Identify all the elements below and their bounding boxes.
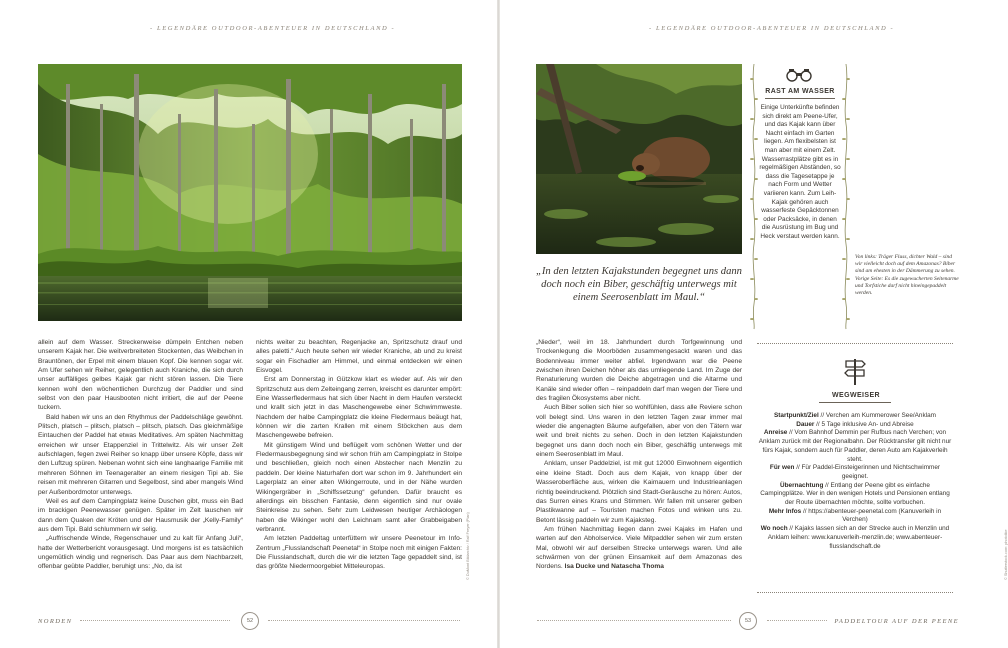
info-box-text <box>757 412 953 551</box>
info-entry <box>757 421 953 430</box>
info-value: // https://abenteuer-peenetal.com (Kanuverleih in Verchen) <box>801 507 942 524</box>
info-entry <box>757 525 953 551</box>
decorative-vine <box>842 64 850 329</box>
paragraph-text: Am frühen Nachmittag liegen dann zwei Kajaks im Hafen und warten auf den Abholservice. Viele Mitpaddler sehen wir zum ersten Mal, obwohl wir auf derselben Strecke unterwegs waren. Und alle schwärmen von der grünen Einsamkeit auf dem Amazonas des Nordens. <box>536 525 742 571</box>
author-byline: Isa Ducke und Natascha Thoma <box>564 563 664 571</box>
info-title-rule <box>819 402 891 403</box>
photo-caption: Von links: Träger Fluss, dichter Wald – sind wir vielleicht doch auf dem Amazonas? Biber sind am ehesten in der Dämmerung zu sehen. Vorige Seite: Es die zugewucherten Seitenarme und Torfstiche darf nicht hineingepaddelt werden. <box>855 254 959 297</box>
photo-credit: © DuMont Bildarchiv / Ralf Freyer (Plan) <box>466 512 470 580</box>
photo-credit: © Shutterstock.com: photolike <box>1004 529 1008 580</box>
info-label: Für wen <box>769 464 795 472</box>
info-value: // Entlang der Peene gibt es einfache Campingplätze. Wer in den wenigen Hotels und Pensionen entlang der Route übernachten möchte, sollte vorbuchen. <box>760 481 950 507</box>
signpost-icon <box>843 357 867 385</box>
paragraph: Anklam, unser Paddelziel, ist mit gut 12000 Einwohnern eigentlich eine kleine Stadt. Doch aus dem Kajak, von knapp über der Wasseroberfläche aus, wirken die Kaimauern und Industrieanlagen richtig beeindruckend. Plötzlich sind Stadt-Geräusche zu hören: Autos, das Surren eines Krans und Stimmen. Wir fallen mit unserer gelben Plastikwanne auf – Touristen machen Fotos und winken uns zu. Betont lässig paddeln wir zum Kajaksteg. <box>536 460 742 524</box>
left-page <box>0 0 498 648</box>
info-label: Übernachtung <box>780 481 824 489</box>
running-head: - LEGENDÄRE OUTDOOR-ABENTEUER IN DEUTSCHLAND - <box>649 25 895 32</box>
right-page <box>499 0 1008 648</box>
info-value: // Vom Bahnhof Demmin per Rufbus nach Verchen; von Anklam zurück mit der Regionalbahn. Der Rücktransfer gilt nicht nur fürs Kajak, sondern auch für Paddler, deren Auto am Kajakverleih steht. <box>758 429 952 463</box>
page-number: 52 <box>241 612 259 630</box>
info-label: Anreise <box>763 429 788 437</box>
paragraph: Auch Biber sollen sich hier so wohlfühlen, dass alle Reviere schon voll belegt sind. Uns waren in den letzten Tagen zwar immer mal wieder die angenagten Bäume aufgefallen, aber von den Tätern war weit und breit nichts zu sehen. Doch in den letzten Kajakstunden begegnet uns dann doch noch ein Biber, geschäftig unterwegs mit einem Seerosenblatt im Maul. <box>536 404 742 459</box>
sidebar-text: Einige Unterkünfte befinden sich direkt am Peene-Ufer, und das Kajak kann über Nacht einfach im Garten liegen. Am flexibelsten ist man aber mit einem Zelt. Wasserrastplätze gibt es in regelmäßigen Abständen, so dass die Tagesetappe je nach Form und Wetter variieren kann. Zum Leih-Kajak gehören auch wasserfeste Gepäcktonnen oder Packsäcke, in denen die Ausrüstung im Bug und Heck verstaut werden kann. <box>759 104 841 240</box>
paragraph: Weil es auf dem Campingplatz keine Duschen gibt, muss ein Bad im brackigen Peenewasser genügen. Später im Zelt lauschen wir dann dem Quaken der Kröten und der Hausmusik der „Kelly-Family“ aus dem Tipi. Bald schlummern wir selig. <box>38 497 243 533</box>
pull-quote: „In den letzten Kajakstunden begegnet uns dann doch noch ein Biber, geschäftig unterwegs mit einem Seerosenblatt im Maul.“ <box>536 266 742 303</box>
body-text-column-1 <box>38 338 243 606</box>
body-text-column <box>536 338 742 606</box>
info-value: // 5 Tage inklusive An- und Abreise <box>814 420 914 428</box>
paragraph <box>536 525 742 572</box>
paragraph: „Auffrischende Winde, Regenschauer und zu kalt für Anfang Juli“, hatte der Wetterbericht vorausgesagt. Und morgens ist es tatsächlich ungemütlich windig und regnerisch. Das Paar aus dem Nachbarzelt, offenbar geübte Paddler, beruhigt uns: „No, da ist <box>38 535 243 571</box>
beaver-photo <box>536 64 742 254</box>
paragraph: allein auf dem Wasser. Streckenweise dümpeln Entchen neben unserem Kajak her. Die weitverbreiteten Stockenten, das Weibchen in Brauntönen, der Erpel mit einem blauen Kopf. Die kennen sogar wir. Am Ufer sehen wir Reiher, gelegentlich auch Kraniche, die sich durch unser auffälliges gelbes Kajak gar nicht stören lassen. Die Tiere kennen wohl den wöchentlichen Durchzug der Paddler und sind selbst von den paar Hausbooten nicht irritiert, die auf der Peene tuckern. <box>38 339 243 412</box>
section-label: NORDEN <box>38 618 73 625</box>
paragraph: „Nieder“, weil im 18. Jahrhundert durch Torfgewinnung und Trockenlegung die Moorböden zusammengesackt waren und das Bodenniveau immer weiter abfiel. Irgendwann war die Peene zwischen ihren Deichen höher als das umliegende Land. Im Zuge der Renaturierung wurden die Deiche abgetragen und die Altarme und Kanäle sind wieder offen – reinpaddeln darf man wegen der Tiere und des fragilen Ökosystems aber nicht. <box>536 339 742 403</box>
body-text-column-2 <box>256 338 462 606</box>
info-label: Wo noch <box>760 525 788 533</box>
info-label: Dauer <box>796 420 815 428</box>
page-number: 53 <box>739 612 757 630</box>
decorative-vine <box>750 64 758 329</box>
footer-rule <box>268 620 460 621</box>
binoculars-icon <box>785 68 813 82</box>
info-entry <box>757 508 953 525</box>
section-label: PADDELTOUR AUF DER PEENE <box>834 618 959 625</box>
divider <box>757 343 953 344</box>
info-label: Startpunkt/Ziel <box>774 412 819 419</box>
footer-rule <box>80 620 230 621</box>
sidebar-title: RAST AM WASSER <box>765 88 835 95</box>
footer-rule <box>767 620 827 621</box>
info-value: // Kajaks lassen sich an der Strecke auch in Menzlin und Anklam leihen: www.kanuverleih-menzlin.de; www.abenteuer-flusslandschaft.de <box>767 525 950 550</box>
running-head: - LEGENDÄRE OUTDOOR-ABENTEUER IN DEUTSCHLAND - <box>150 25 396 32</box>
paragraph: Mit günstigem Wind und beflügelt vom schönen Wetter und der Fledermausbegegnung sind wir schon früh am Campingplatz in Stolpe und beschließen, gleich noch einen Abstecher nach Menzlin zu paddeln. Der kleine Naturhafen dort war schon im 9. Jahrhundert ein Lagerplatz an einer alten Wikingerroute, und in der Nähe wurden Wikingergräber in „Schiffssetzung“ gefunden. Dafür braucht es allerdings ein bisschen Fantasie, denn eigentlich sind nur ovale Steinkreise zu sehen. Sehr zum Leidwesen heutiger Archäologen haben die Wikinger wohl den Leichnam samt aller Grabbeigaben verbrannt. <box>256 441 462 533</box>
paragraph: nichts weiter zu beachten, Regenjacke an, Spritzschutz drauf und alles paletti.“ Auch heute sehen wir wieder Kraniche, ab und zu kreist sogar ein Fischadler am Himmel, und einmal entdecken wir einen Eisvogel. <box>256 339 462 375</box>
paragraph: Erst am Donnerstag in Gützkow klart es wieder auf. Als wir den Spritzschutz aus dem Zelteingang zerren, kreischt es darunter empört: Eine Wasserfledermaus hat sich über Nacht in dem Haufen versteckt und krallt sich jetzt in das Maschengewebe einer Schwimmweste. Nachdem der halbe Campingplatz die kleine Fledermaus beäugt hat, können wir die zarten Krallen mit einem Stöckchen aus dem Maschengewebe befreien. <box>256 376 462 440</box>
forest-river-photo <box>38 64 462 321</box>
info-entry <box>757 482 953 508</box>
footer-rule <box>537 620 731 621</box>
info-entry <box>757 412 953 421</box>
info-value: // Für Paddel-Einsteigerinnen und Nichtschwimmer geeignet. <box>794 464 941 480</box>
divider <box>757 592 953 593</box>
info-value: // Verchen am Kummerower See/Anklam <box>818 412 936 419</box>
info-label: Mehr Infos <box>768 507 802 515</box>
paragraph: Am letzten Paddeltag unterfüttern wir unsere Peenetour im Info-Zentrum „Flusslandschaft Peenetal“ in Stolpe noch mit einigen Fakten: Die Flusslandschaft, durch die wir die letzten Tage gepaddelt sind, ist das größte Niedermoorgebiet Mitteleuropas. <box>256 535 462 571</box>
info-entry <box>757 464 953 481</box>
info-entry <box>757 429 953 464</box>
sidebar-title-rule <box>765 98 835 99</box>
info-box-title: WEGWEISER <box>832 392 880 399</box>
paragraph: Bald haben wir uns an den Rhythmus der Paddelschläge gewöhnt. Plitsch, platsch – plitsch, platsch – plitsch, platsch. Das gleichmäßige Eintauchen der Paddel hat etwas Meditatives. Am späten Nachmittag erreichen wir unser Etappenziel in Trittelwitz. Als wir unser Zelt aufschlagen, fegen zwei Reiher so knapp über unsere Köpfe, dass wir den Luftzug spüren. Nebenan wohnt sich eine langhaarige Familie mit mehreren Söhnen im Teenageralter an einem riesigen Tipi ab. Sie reisen mit mehreren Gitarren und Segelbost, sind aber mangels Wind per Außenbordmotor unterwegs. <box>38 413 243 496</box>
